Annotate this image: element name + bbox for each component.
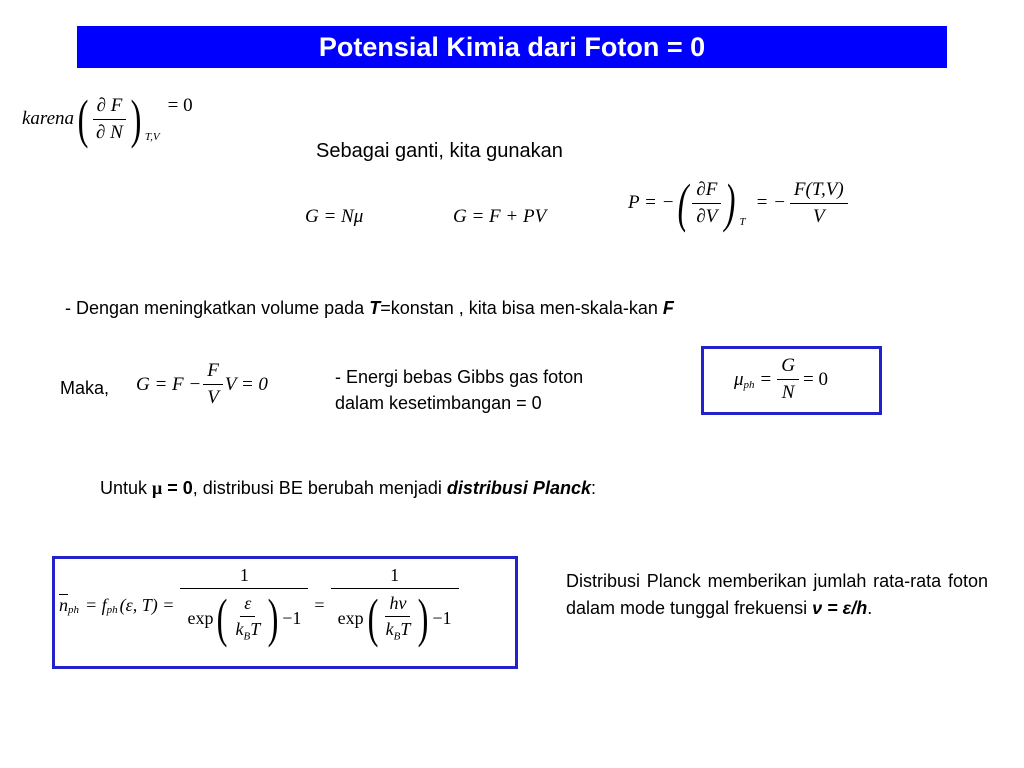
distribusi-planck-emphasis: distribusi Planck — [446, 478, 591, 498]
F-over-V-fraction-2: $\frac{F}{V}$ — [203, 360, 223, 409]
planck-fraction-hv: 1 exp ( $\frac{h\nu}{k_BT}$ ) −1 — [331, 565, 459, 645]
eq-g-n-mu: G = Nμ — [305, 206, 364, 227]
karena-label: karena — [22, 108, 75, 129]
equation-maka: G = F − $\frac{F}{V}$ V = 0 — [136, 360, 268, 408]
scaling-statement: - Dengan meningkatkan volume pada T=konstan , kita bisa men-skala-kan F — [65, 298, 674, 318]
maka-label: Maka, — [60, 378, 110, 398]
T-symbol: T — [369, 298, 381, 318]
planck-fraction-eps: 1 exp ( $\frac{\varepsilon}{k_BT}$ ) −1 — [180, 565, 308, 645]
mu-ph-box: μ $_{ph}$ = $\frac{G}{N}$ = 0 — [701, 346, 882, 415]
dF-dV-fraction: $\frac{\partial F}{\partial V}$ — [692, 179, 721, 228]
sebagai-ganti-text: Sebagai ganti, kita gunakan — [316, 140, 563, 162]
planck-equation: $\overline{n}$ $_{ph}$ = f $_{ph}$ (ε, T) = 1 exp ( $\frac{\varepsilon}{k_BT}$ ) −1 = 1 exp ( $\frac{h\nu}{k_BT}$ ) −1 — [59, 565, 459, 645]
planck-equation-box — [52, 556, 518, 669]
untuk-statement: Untuk μ = 0, distribusi BE berubah menjadi distribusi Planck: — [100, 478, 596, 498]
G-over-N-fraction: $\frac{G}{N}$ — [777, 355, 799, 404]
nu-equals-eps-over-h: ν = ε/h — [812, 598, 868, 618]
energy-note: - Energi bebas Gibbs gas foton dalam kesetimbangan = 0 — [335, 367, 584, 413]
F-over-V-fraction: $\frac{F(T,V)}{V}$ — [790, 179, 848, 228]
equation-pressure: P = − ( $\frac{\partial F}{\partial V}$ ) $_T$ = − $\frac{F(T,V)}{V}$ — [628, 176, 848, 230]
dF-dN-fraction: $\frac{\partial F}{\partial N}$ — [92, 95, 127, 144]
F-symbol: F — [662, 298, 674, 318]
tv-subscript: T,V — [144, 131, 160, 143]
equation-karena: karena ( $\frac{\partial F}{\partial N}$ ) $_{T,V}$ = 0 — [22, 89, 193, 149]
slide-title-text: Potensial Kimia dari Foton = 0 — [318, 31, 706, 62]
equals-zero: = 0 — [167, 95, 193, 116]
slide-title — [77, 26, 947, 68]
planck-description: Distribusi Planck memberikan jumlah rata-rata foton dalam mode tunggal frekuensi ν = ε/h. — [566, 571, 988, 618]
eq-g-f-pv: G = F + PV — [453, 206, 547, 227]
